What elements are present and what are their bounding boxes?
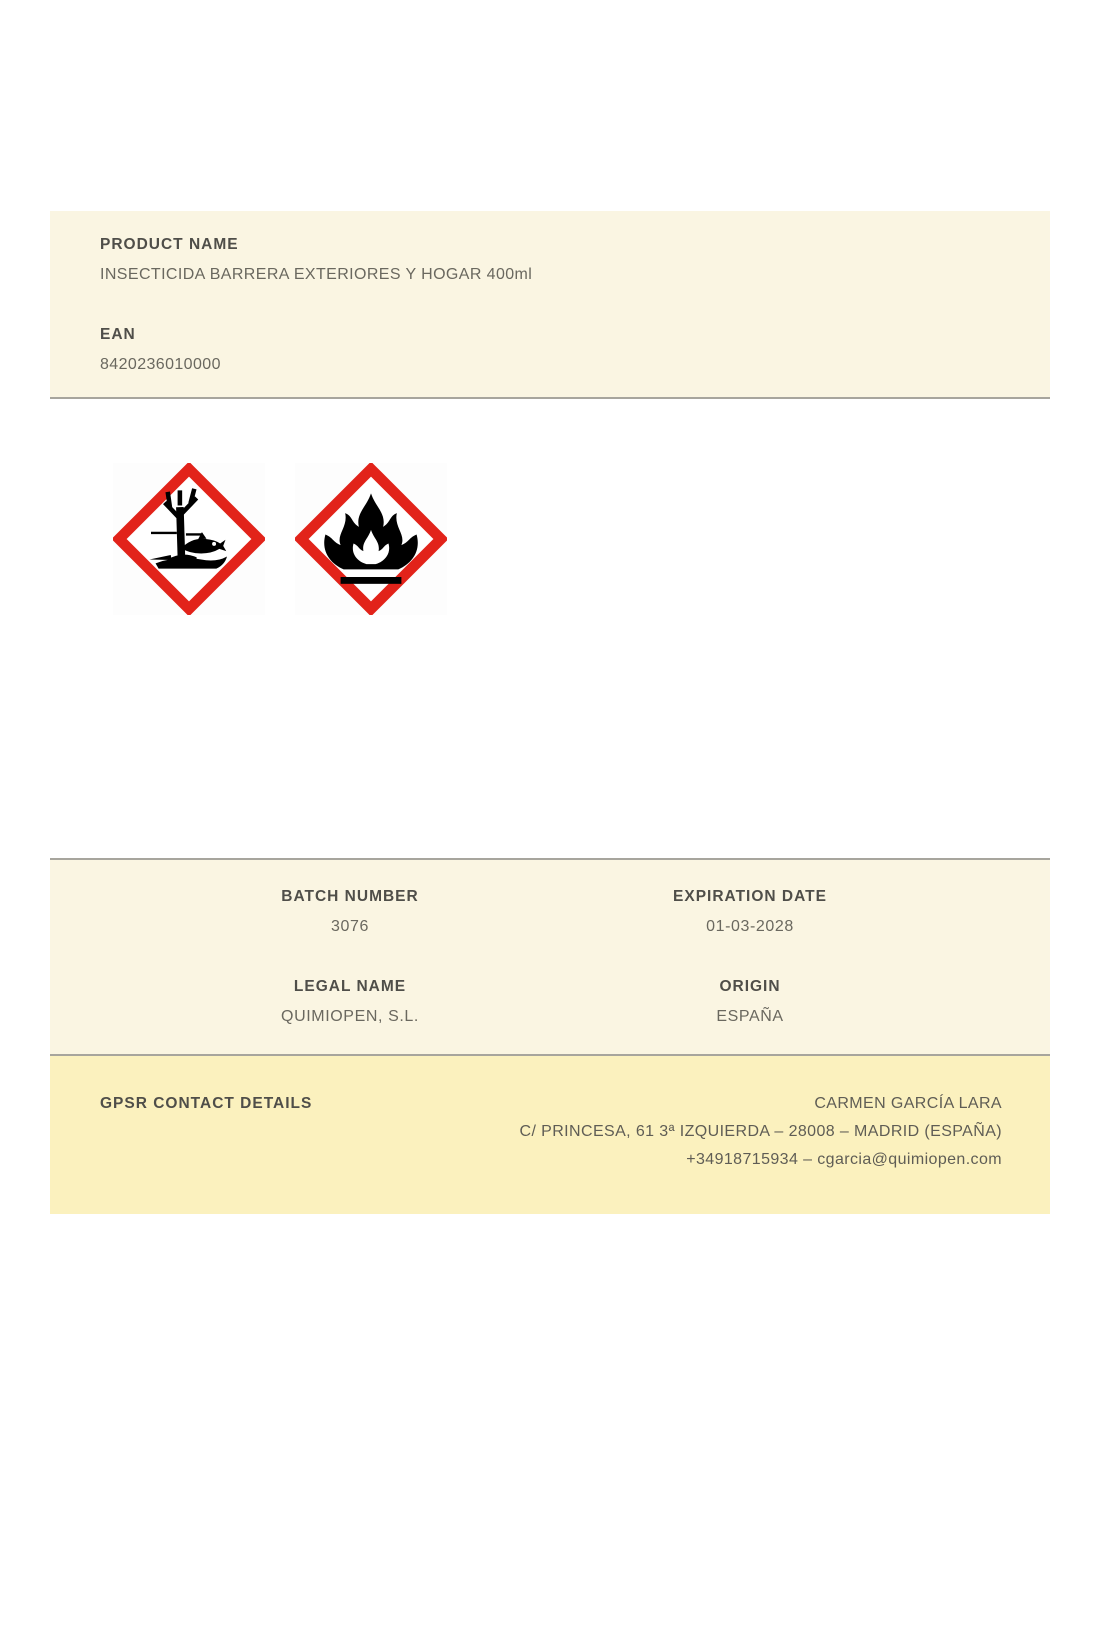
product-sheet: [50, 211, 1050, 1214]
ghs09-environmental-hazard-icon: [113, 463, 265, 615]
batch-number-cell: [150, 888, 550, 936]
product-info-panel: [50, 211, 1050, 399]
product-name-label: PRODUCT NAME: [100, 236, 239, 253]
batch-number-value: 3076: [331, 918, 369, 935]
gpsr-contact-details: [520, 1090, 1002, 1174]
expiration-date-cell: [550, 888, 950, 936]
gpsr-contact-panel: [50, 1056, 1050, 1214]
legal-name-label: LEGAL NAME: [293, 978, 407, 995]
legal-name-cell: [150, 978, 550, 1026]
ghs02-flammable-pictogram: [295, 463, 447, 615]
expiration-date-label: EXPIRATION DATE: [673, 888, 827, 905]
product-name-value: INSECTICIDA BARRERA EXTERIORES Y HOGAR 400ml: [100, 266, 533, 283]
origin-value: ESPAÑA: [716, 1008, 784, 1025]
gpsr-contact-label: GPSR CONTACT DETAILS: [100, 1095, 313, 1112]
ghs09-environmental-hazard-pictogram: [113, 463, 265, 615]
ghs02-flammable-icon: [295, 463, 447, 615]
legal-name-value: QUIMIOPEN, S.L.: [281, 1008, 419, 1025]
hazard-pictogram-row: [113, 463, 1050, 615]
product-name-field: [100, 236, 1000, 284]
ean-value: 8420236010000: [100, 356, 221, 373]
ean-label: EAN: [100, 326, 136, 343]
details-panel: [50, 858, 1050, 1056]
ean-field: [100, 326, 1000, 374]
origin-cell: [550, 978, 950, 1026]
contact-address: C/ PRINCESA, 61 3ª IZQUIERDA – 28008 – MADRID (ESPAÑA): [519, 1123, 1002, 1140]
expiration-date-value: 01-03-2028: [706, 918, 794, 935]
contact-phone-email: +34918715934 – cgarcia@quimiopen.com: [686, 1151, 1002, 1168]
contact-person-name: CARMEN GARCÍA LARA: [814, 1095, 1002, 1112]
origin-label: ORIGIN: [719, 978, 781, 995]
batch-number-label: BATCH NUMBER: [281, 888, 419, 905]
